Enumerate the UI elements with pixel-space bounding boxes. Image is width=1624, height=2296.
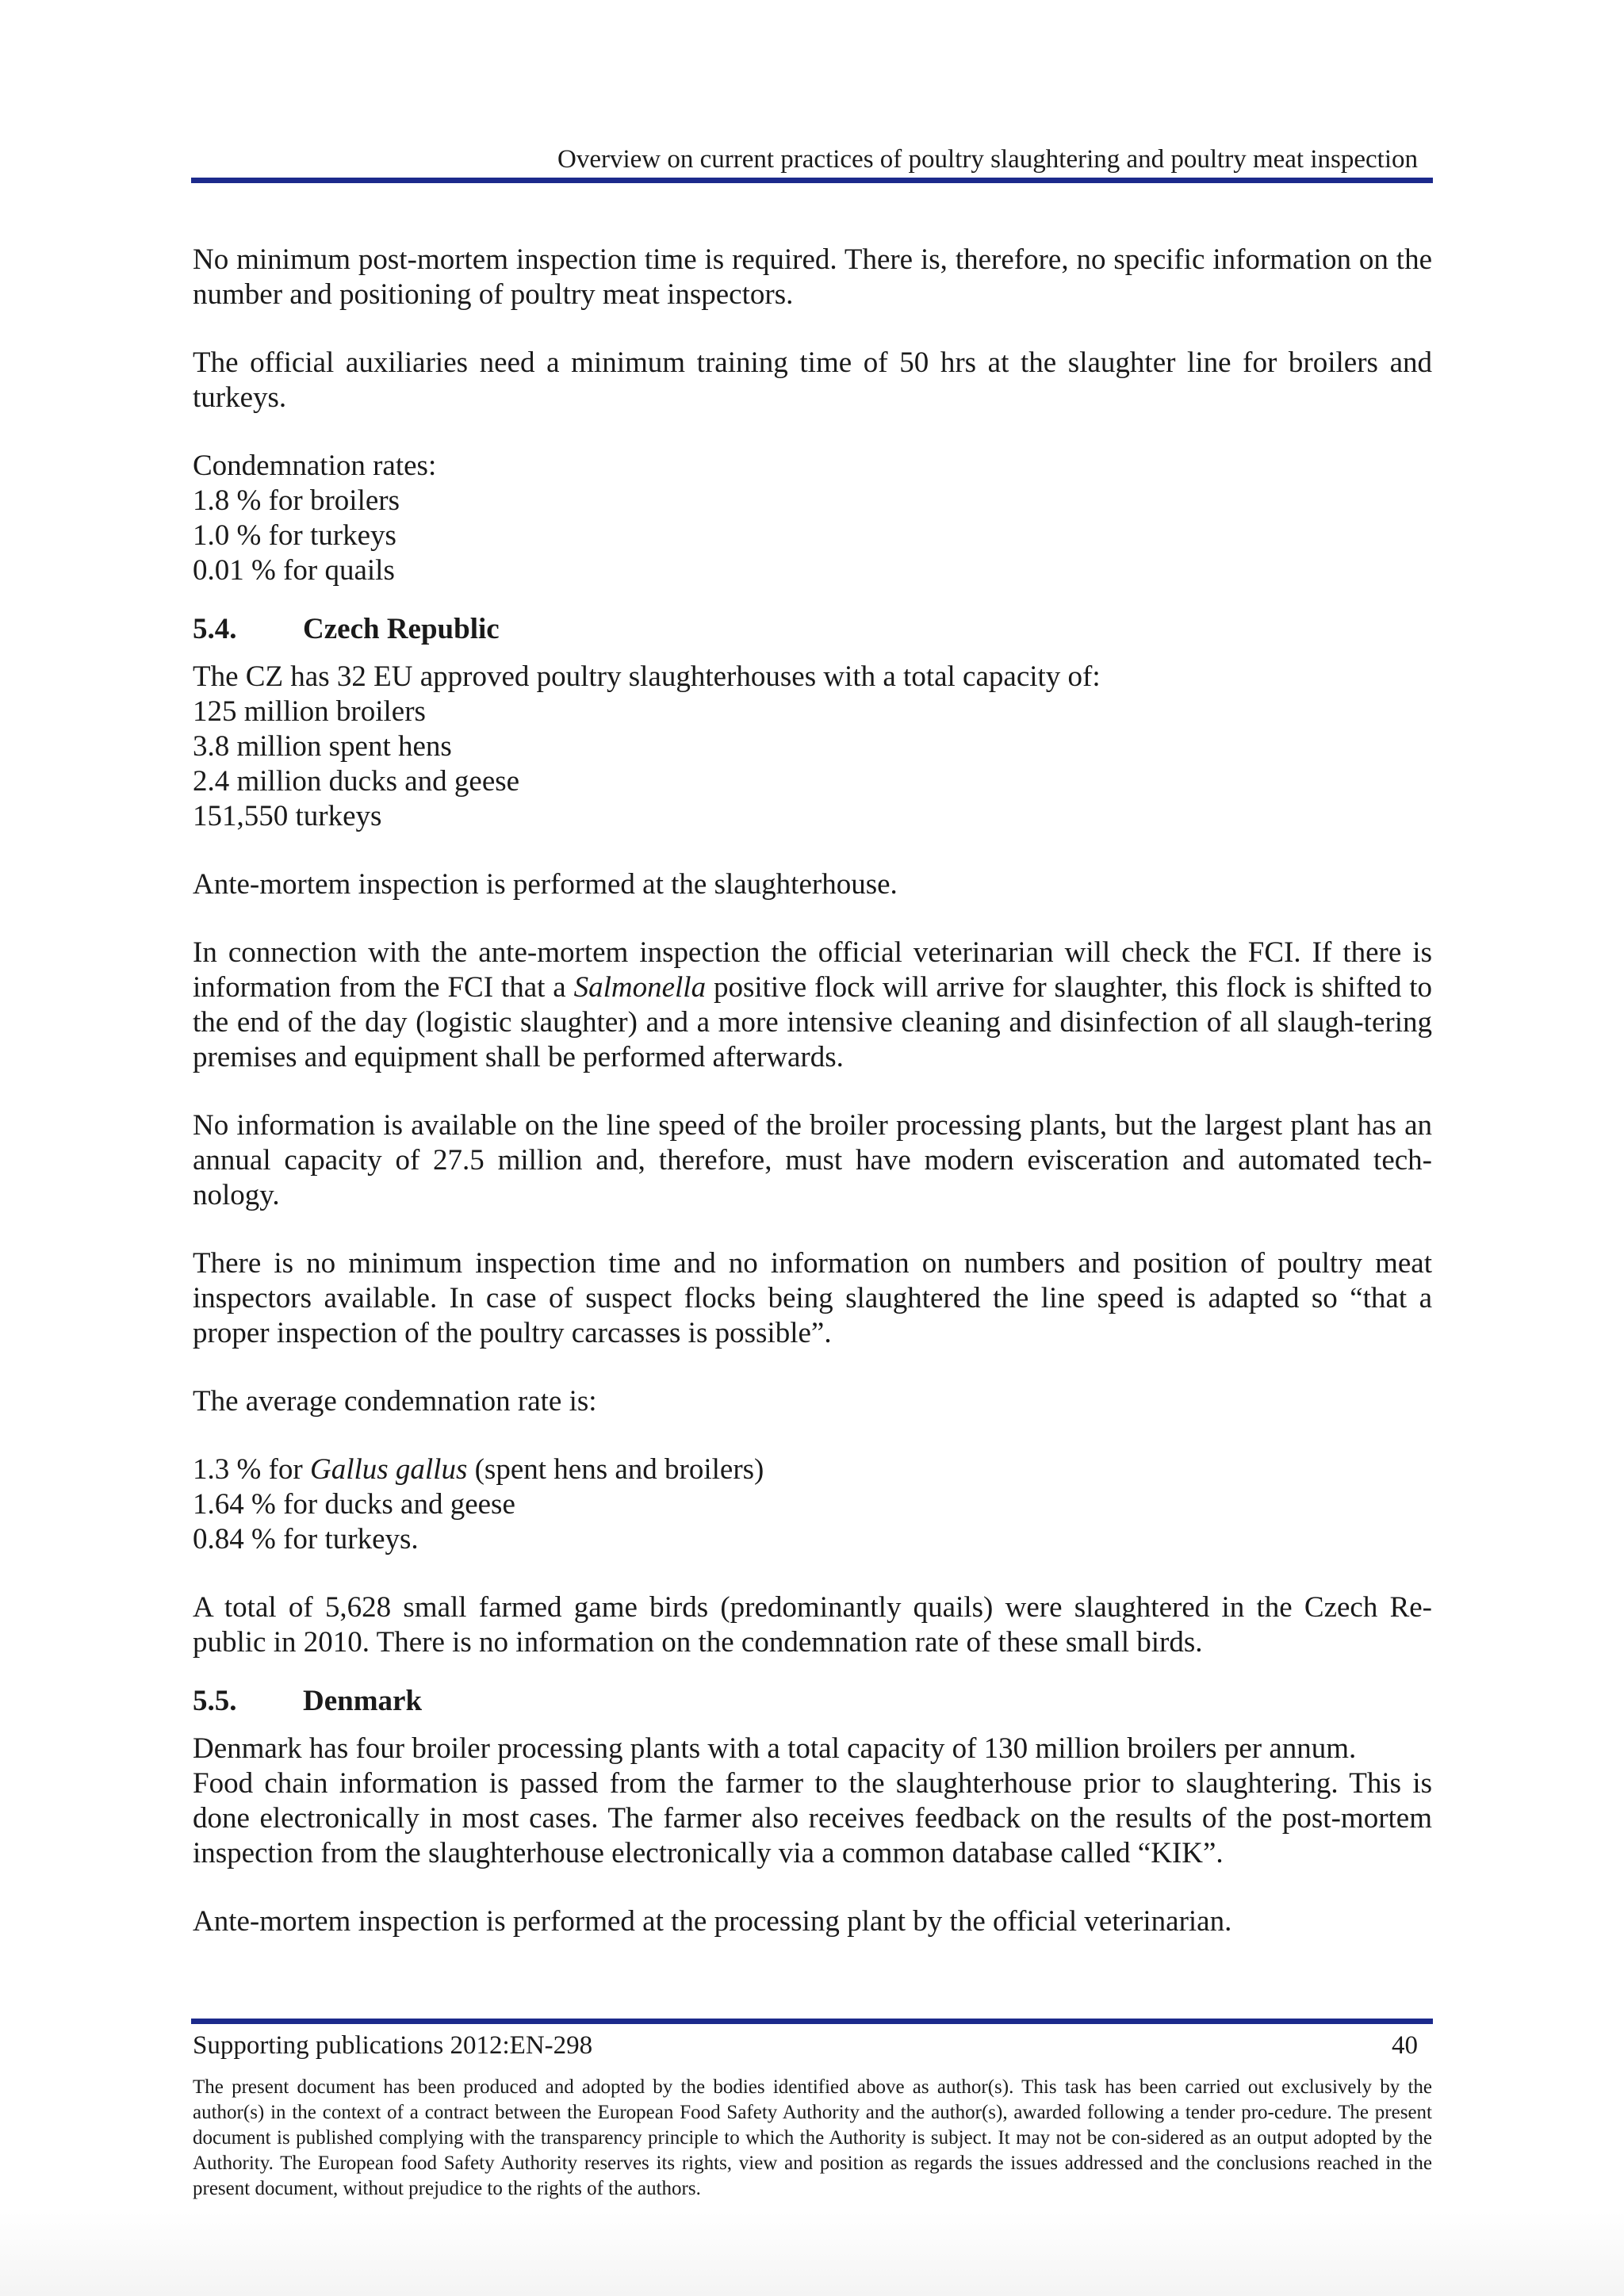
list-line: 3.8 million spent hens [193, 730, 452, 763]
text-line: Denmark has four broiler processing plants with a total capacity of 130 million broilers per annum. [193, 1732, 1357, 1765]
list-line: 0.84 % for turkeys. [193, 1523, 419, 1556]
paragraph: The average condemnation rate is: [193, 1385, 597, 1418]
footer [193, 2028, 1418, 2063]
avg-rate-list [193, 1452, 1432, 1557]
section-number: 5.4. [193, 613, 237, 645]
text-run: positive flock will arrive for slaughter, this flock is shifted to the end of the day (logistic slaughter) and a more intensive cleaning and disinfection of all slaugh-tering premises and equipment shall be performed afterwards. [193, 971, 1432, 1073]
body-text [193, 243, 1432, 1973]
publication-reference: Supporting publications 2012:EN-298 [193, 2031, 593, 2060]
text-run: 1.3 % for [193, 1453, 310, 1486]
text-run: In connection with the ante-mortem inspection the official veterinarian will check the FCI. If there is information from the FCI that a [193, 936, 1432, 1004]
list-line: 1.64 % for ducks and geese [193, 1488, 515, 1521]
paragraph: No information is available on the line speed of the broiler processing plants, but the largest plant has an annual capacity of 27.5 million and, therefore, must have modern evisceration and automated tech-nology. [193, 1109, 1432, 1211]
text-run: Food chain information is passed from the farmer to the slaughterhouse prior to slaughtering. This is done electronically in most cases. The farmer also receives feedback on the results of the post-mortem inspection from the slaughterhouse electronically via a common database called “KIK”. [193, 1767, 1432, 1869]
list-line [193, 1452, 1432, 1487]
list-line: 151,550 turkeys [193, 800, 382, 832]
text-run: (spent hens and broilers) [467, 1453, 764, 1486]
italic-term: Gallus gallus [309, 1453, 468, 1486]
section-title: Denmark [303, 1685, 423, 1717]
italic-term: Salmonella [573, 971, 707, 1004]
paragraph-fci [193, 936, 1432, 1075]
paragraph: A total of 5,628 small farmed game birds (predominantly quails) were slaughtered in the Czech Re-public in 2010. There is no information on the condemnation rate of these small birds. [193, 1591, 1432, 1659]
section-title: Czech Republic [303, 613, 500, 645]
list-line: 0.01 % for quails [193, 554, 395, 587]
list-line: 2.4 million ducks and geese [193, 765, 520, 798]
section-heading-czech-republic [193, 612, 1432, 647]
condemnation-rates-list [193, 449, 1432, 588]
paragraph: The official auxiliaries need a minimum training time of 50 hrs at the slaughter line for broilers and turkeys. [193, 346, 1432, 414]
running-header: Overview on current practices of poultry slaughtering and poultry meat inspection [557, 145, 1418, 174]
paragraph: Ante-mortem inspection is performed at the processing plant by the official veterinarian. [193, 1905, 1232, 1938]
list-line: 125 million broilers [193, 695, 426, 728]
list-line: 1.8 % for broilers [193, 484, 400, 517]
disclaimer: The present document has been produced and adopted by the bodies identified above as author(s). This task has been carried out exclusively by the author(s) in the context of a contract between the European Food Safety Authority and the author(s), awarded following a tender pro-cedure. The present document is published complying with the transparency principle to which the Authority is subject. It may not be con-sidered as an output adopted by the Authority. The European food Safety Authority reserves its rights, view and position as regards the issues addressed and the conclusions reached in the present document, without prejudice to the rights of the authors. [193, 2076, 1432, 2199]
list-line: Condemnation rates: [193, 450, 437, 482]
cz-capacity-list [193, 660, 1432, 834]
section-heading-denmark [193, 1684, 1432, 1719]
list-line: The CZ has 32 EU approved poultry slaughterhouses with a total capacity of: [193, 660, 1101, 693]
header-rule [191, 178, 1433, 183]
page-number: 40 [1392, 2031, 1418, 2060]
paragraph-denmark [193, 1732, 1432, 1871]
paragraph: No minimum post-mortem inspection time is required. There is, therefore, no specific information on the number and positioning of poultry meat inspectors. [193, 243, 1432, 311]
paragraph: Ante-mortem inspection is performed at the slaughterhouse. [193, 868, 898, 901]
list-line: 1.0 % for turkeys [193, 519, 396, 552]
paragraph: There is no minimum inspection time and no information on numbers and position of poultry meat inspectors available. In case of suspect flocks being slaughtered the line speed is adapted so “that a proper inspection of the poultry carcasses is possible”. [193, 1247, 1432, 1349]
footer-rule [191, 2019, 1433, 2024]
page-bottom-shade [0, 2212, 1624, 2296]
section-number: 5.5. [193, 1685, 237, 1717]
